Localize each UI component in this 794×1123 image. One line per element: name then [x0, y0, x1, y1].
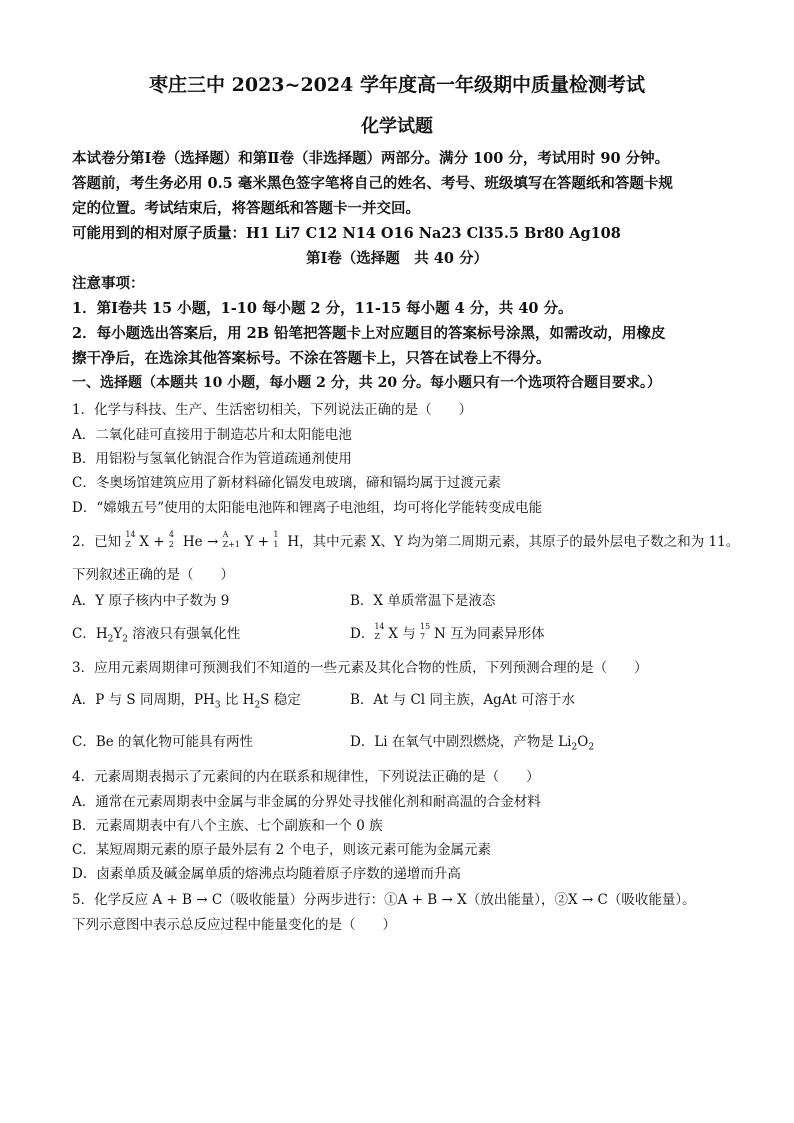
q2-option-c: C．$H_2Y_2$ 溶液只有强氧化性 [72, 626, 241, 645]
q4-option-d: D．卤素单质及碱金属单质的熔沸点均随着原子序数的递增而升高 [72, 866, 461, 882]
q3-stem: 3．应用元素周期律可预测我们不知道的一些元素及其化合物的性质，下列预测合理的是（ ） [72, 660, 648, 676]
atomic-masses: 可能用到的相对原子质量：H1 Li7 C12 N14 O16 Na23 Cl35.5 Br80 Ag108 [72, 225, 621, 242]
nuclide-14-X-d: 14 Z [374, 622, 385, 641]
nuclide-15-N: 15 7 [420, 622, 431, 641]
nuclide-4-He: 4 2 [168, 530, 174, 549]
q3-option-a: A．P 与 S 同周期，$PH_3$ 比 $H_2S$ 稳定 [72, 692, 301, 711]
q4-stem: 4．元素周期表揭示了元素间的内在联系和规律性，下列说法正确的是（ ） [72, 769, 540, 785]
q3-option-a-post: 稳定 [269, 692, 301, 708]
intro-line-3: 定的位置。考试结束后，将答题纸和答题卡一并交回。 [72, 200, 420, 217]
q4-option-a: A．通常在元素周期表中金属与非金属的分界处寻找催化剂和耐高温的合金材料 [72, 794, 541, 810]
q2-option-a: A．Y 原子核内中子数为 9 [72, 593, 230, 609]
q1-option-b: B．用铝粉与氢氧化钠混合作为管道疏通剂使用 [72, 451, 352, 467]
q2-option-c-label: C． [72, 626, 96, 642]
q2-option-d-label: D． [350, 626, 375, 642]
q2-suffix: ，其中元素 X、Y 均为第二周期元素，其原子的最外层电子数之和为 11。 [299, 534, 740, 550]
q1-option-c: C．冬奥场馆建筑应用了新材料碲化镉发电玻璃，碲和镉均属于过渡元素 [72, 475, 501, 491]
note-1: 1．第Ⅰ卷共 15 小题，1-10 每小题 2 分，11-15 每小题 4 分，共 40 分。 [72, 300, 573, 317]
q4-option-b: B．元素周期表中有八个主族、七个副族和一个 0 族 [72, 818, 383, 834]
intro-line-1: 本试卷分第Ⅰ卷（选择题）和第Ⅱ卷（非选择题）两部分。满分 100 分，考试用时 90 分钟。 [72, 150, 670, 167]
q3-option-d: D．Li 在氧气中剧烈燃烧，产物是 $Li_2O_2$ [350, 734, 595, 753]
q2-option-d-text: 互为同素异形体 [445, 626, 545, 642]
exam-subtitle: 化学试题 [361, 116, 433, 137]
q2-prefix: 2．已知 [72, 534, 126, 550]
q5-stem: 5．化学反应 A + B → C（吸收能量）分两步进行：①A + B → X（放出能量），②X → C（吸收能量）。 [72, 892, 696, 908]
nuclide-A-Y: A Z+1 [222, 530, 240, 549]
q3-option-c: C．Be 的氧化物可能具有两性 [72, 734, 254, 750]
part1-heading: 第Ⅰ卷（选择题 共 40 分） [305, 250, 489, 267]
q1-stem: 1．化学与科技、生产、生活密切相关，下列说法正确的是（ ） [72, 402, 473, 418]
section-title: 一、选择题（本题共 10 小题，每小题 2 分，共 20 分。每小题只有一个选项符合题目要求。） [72, 375, 661, 391]
q2-stem: 2．已知 14 Z X + 4 2 He → A Z+1 Y + 1 1 H，其中元素 X、Y 均为第二周期元素，其原子的最外层电子数之和为 11。 [72, 530, 740, 550]
q3-option-b: B．At 与 Cl 同主族，AgAt 可溶于水 [350, 692, 575, 708]
q1-option-d: D．“嫦娥五号”使用的太阳能电池阵和锂离子电池组，均可将化学能转变成电能 [72, 500, 543, 516]
note-2a: 2．每小题选出答案后，用 2B 铅笔把答题卡上对应题目的答案标号涂黑，如需改动，用橡皮 [72, 325, 666, 342]
q3-option-a-mid: 比 [220, 692, 243, 708]
q2-stem-2: 下列叙述正确的是（ ） [72, 567, 234, 583]
q3-option-d-text: D．Li 在氧气中剧烈燃烧，产物是 [350, 734, 559, 750]
nuclide-14-X: 14 Z [125, 530, 136, 549]
q1-option-a: A．二氧化硅可直接用于制造芯片和太阳能电池 [72, 427, 352, 443]
q2-option-c-text: 溶液只有强氧化性 [128, 626, 241, 642]
nuclide-1-H: 1 1 [273, 530, 279, 549]
note-2b: 擦干净后，在选涂其他答案标号。不涂在答题卡上，只答在试卷上不得分。 [72, 350, 551, 367]
q3-option-a-text: A．P 与 S 同周期， [72, 692, 194, 708]
intro-line-2: 答题前，考生务必用 0.5 毫米黑色签字笔将自己的姓名、考号、班级填写在答题纸和答题卡规 [72, 175, 673, 192]
q2-option-b: B．X 单质常温下是液态 [350, 593, 496, 609]
q4-option-c: C．某短周期元素的原子最外层有 2 个电子，则该元素可能为金属元素 [72, 842, 492, 858]
notes-title: 注意事项： [72, 275, 145, 292]
q5-stem-2: 下列示意图中表示总反应过程中能量变化的是（ ） [72, 917, 396, 933]
q2-option-d: D． 14 Z X 与 15 7 N 互为同素异形体 [350, 622, 545, 642]
q2-option-d-mid: 与 [397, 626, 421, 642]
exam-title: 枣庄三中 2023~2024 学年度高一年级期中质量检测考试 [149, 74, 645, 96]
